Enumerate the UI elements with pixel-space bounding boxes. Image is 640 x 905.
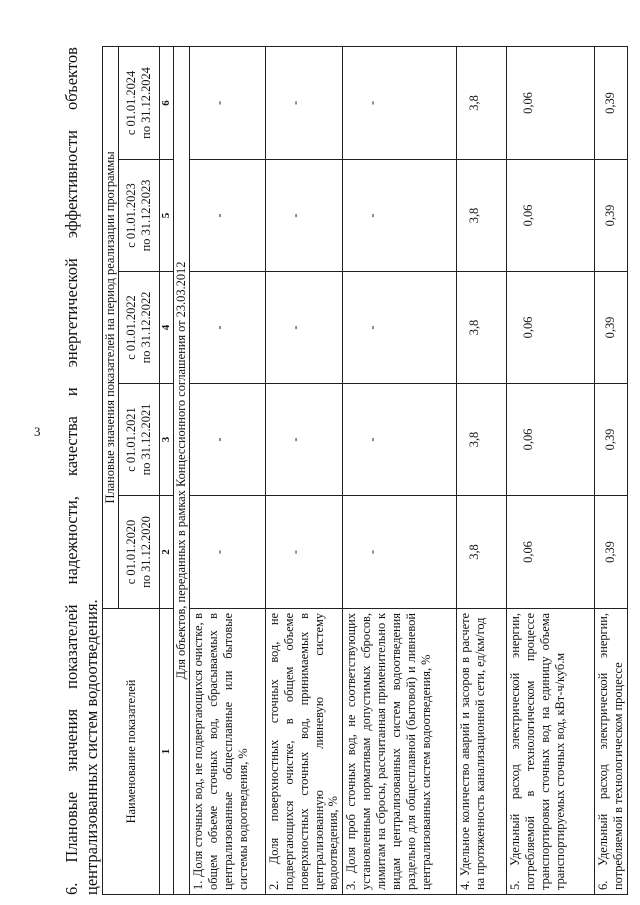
heading-word: и: [62, 387, 81, 397]
indicator-value: -: [189, 272, 265, 384]
heading-word: Плановые: [62, 791, 81, 863]
period-cell: [118, 46, 159, 159]
table-header-row: [103, 46, 119, 894]
heading-word: значения: [62, 708, 81, 772]
indicator-value: -: [265, 272, 342, 384]
column-number: 6: [159, 46, 173, 159]
indicator-value: 3,8: [457, 46, 507, 159]
page-number: 3: [34, 424, 41, 439]
period-to: по 31.12.2022: [138, 291, 153, 364]
column-number: 1: [159, 609, 173, 895]
period-to: по 31.12.2021: [138, 403, 153, 476]
indicator-value: -: [265, 496, 342, 609]
indicator-name: 2. Доля поверхностных сточных вод, не подвергающихся очистке, в общем объеме поверхностных сточных вод, принимаемых в централизованную ливневую систему водоотведения, %: [265, 609, 342, 895]
indicator-value: -: [189, 496, 265, 609]
indicator-name: 4. Удельное количество аварий и засоров в расчете на протяженность канализационной сети, ед/км/год: [457, 609, 507, 895]
indicator-value: -: [189, 160, 265, 272]
heading-word: показателей: [62, 604, 81, 689]
rotated-page-content: [56, 47, 640, 895]
group-row: [174, 46, 190, 894]
group-caption: Для объектов, переданных в рамках Концессионного соглашения от 23.03.2012: [174, 46, 190, 894]
indicator-value: -: [189, 46, 265, 159]
period-from: с 01.01.2021: [124, 407, 139, 472]
heading-word: энергетической: [62, 258, 81, 368]
table-row: [265, 46, 342, 894]
table-row: [507, 46, 595, 894]
indicators-table: [102, 46, 628, 895]
indicator-value: 0,06: [507, 160, 595, 272]
period-to: по 31.12.2023: [138, 179, 153, 252]
column-number: 4: [159, 272, 173, 384]
indicator-value: 0,39: [595, 496, 628, 609]
heading-word: качества: [62, 416, 81, 477]
indicator-value: -: [265, 46, 342, 159]
indicator-value: -: [189, 384, 265, 496]
indicator-value: 0,39: [595, 160, 628, 272]
period-from: с 01.01.2020: [124, 519, 139, 585]
indicator-value: 3,8: [457, 384, 507, 496]
heading-word: эффективности: [62, 130, 81, 239]
column-number: 2: [159, 496, 173, 609]
indicator-value: -: [265, 384, 342, 496]
indicator-value: 0,39: [595, 384, 628, 496]
column-number-row: [159, 46, 173, 894]
indicator-value: 0,06: [507, 272, 595, 384]
column-number: 3: [159, 384, 173, 496]
heading-line-2: централизованных систем водоотведения.: [82, 599, 102, 895]
column-number: 5: [159, 160, 173, 272]
indicator-value: -: [343, 46, 457, 159]
section-heading: [62, 47, 102, 895]
heading-word: 6.: [62, 882, 81, 895]
period-cell: [118, 272, 159, 384]
indicator-value: 0,06: [507, 384, 595, 496]
indicator-value: -: [343, 272, 457, 384]
indicator-value: -: [343, 496, 457, 609]
period-cell: [118, 496, 159, 609]
table-row: [189, 46, 265, 894]
table-row: [457, 46, 507, 894]
indicator-value: 0,39: [595, 272, 628, 384]
period-from: с 01.01.2023: [124, 183, 139, 248]
indicator-name: 1. Доля сточных вод, не подвергающихся очистке, в общем объеме сточных вод, сбрасываемых в централизованные общесплавные или бытовые системы водоотведения, %: [189, 609, 265, 895]
indicator-value: -: [343, 160, 457, 272]
indicator-name: 6. Удельный расход электрической энергии, потребляемой в технологическом процессе: [595, 609, 628, 895]
indicator-value: 0,06: [507, 46, 595, 159]
indicator-value: -: [343, 384, 457, 496]
period-cell: [118, 384, 159, 496]
period-from: с 01.01.2022: [124, 295, 139, 360]
indicator-name: 5. Удельный расход электрической энергии, потребляемой в технологическом процессе транспортировки сточных вод на единицу объема транспортируемых сточных вод, кВт-ч/куб.м: [507, 609, 595, 895]
indicator-name: 3. Доля проб сточных вод, не соответствующих установленным нормативам допустимых сбросов, лимитам на сбросы, рассчитанная применительно к видам централизованных систем водоотведения раздельно для общесплавной (бытовой) и ливневой централизованных систем водоотведения, %: [343, 609, 457, 895]
indicator-value: 0,39: [595, 46, 628, 159]
heading-line-1: [62, 47, 82, 895]
heading-word: объектов: [62, 47, 81, 111]
header-planned-values: Плановые значения показателей на период реализации программы: [103, 46, 119, 608]
table-row: [595, 46, 628, 894]
table-row: [343, 46, 457, 894]
indicator-value: -: [265, 160, 342, 272]
heading-word: надежности,: [62, 496, 81, 585]
indicator-value: 3,8: [457, 160, 507, 272]
period-to: по 31.12.2020: [138, 516, 153, 588]
indicator-value: 3,8: [457, 496, 507, 609]
header-indicator-name: Наименование показателей: [103, 609, 160, 895]
indicator-value: 0,06: [507, 496, 595, 609]
indicator-value: 3,8: [457, 272, 507, 384]
period-cell: [118, 160, 159, 272]
period-from: с 01.01.2024: [124, 70, 139, 136]
period-to: по 31.12.2024: [138, 67, 153, 139]
